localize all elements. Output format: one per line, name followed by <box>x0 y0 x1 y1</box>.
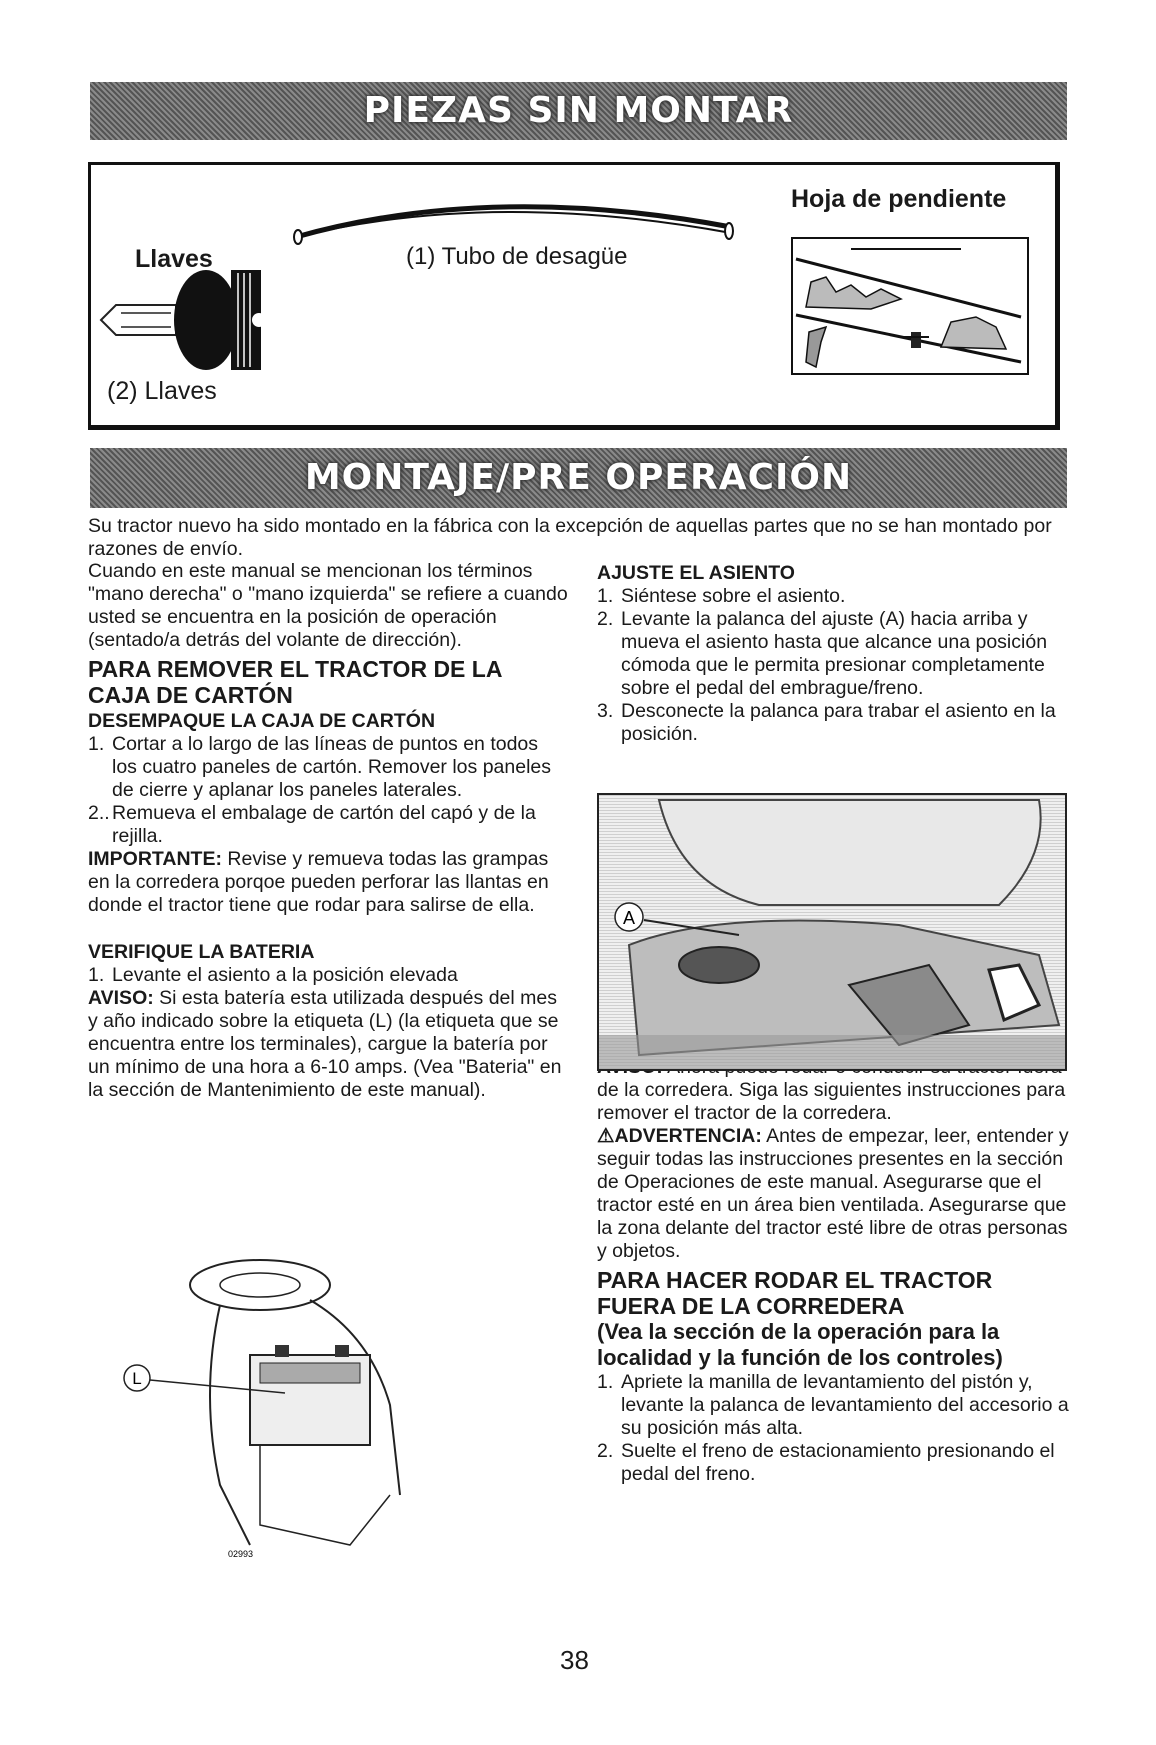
roll-subheading: (Vea la sección de la operación para la localidad y la función de los controles) <box>597 1319 1003 1370</box>
banner-piezas: PIEZAS SIN MONTAR <box>90 82 1067 140</box>
figure-code: 02993 <box>228 1549 254 1559</box>
keys-title: Llaves <box>135 245 213 273</box>
seat-heading: AJUSTE EL ASIENTO <box>597 562 795 584</box>
seat-callout-label: A <box>622 908 636 928</box>
list-item: 1. Siéntese sobre el asiento. <box>597 585 846 607</box>
remove-tractor-heading: PARA REMOVER EL TRACTOR DE LA CAJA DE CARTÓN <box>88 656 502 708</box>
slope-chart-image <box>791 237 1031 377</box>
battery-illustration <box>110 1245 430 1565</box>
battery-heading: VERIFIQUE LA BATERIA <box>88 941 315 963</box>
unpack-heading: DESEMPAQUE LA CAJA DE CARTÓN <box>88 710 436 732</box>
banner-montaje: MONTAJE/PRE OPERACIÓN <box>90 448 1067 508</box>
warning-note: ⚠ADVERTENCIA: Antes de empezar, leer, entender y seguir todas las instrucciones presentes en la sección de Operaciones de este manual. Asegurarse que el tractor esté en un área bien ventilada. Asegurarse que la zona delante del tractor esté libre de otras personas y objetos. <box>597 1125 1069 1262</box>
roll-tractor-heading: PARA HACER RODAR EL TRACTOR FUERA DE LA CORREDERA <box>597 1267 993 1319</box>
intro-paragraph: Su tractor nuevo ha sido montado en la fábrica con la excepción de aquellas partes que no se han montado por razones de envío. <box>88 515 1052 560</box>
key-icon <box>91 265 291 375</box>
list-item: 1. Levante el asiento a la posición elevada <box>88 964 458 986</box>
seat-adjust-photo <box>597 793 1067 1071</box>
hands-paragraph: Cuando en este manual se mencionan los términos "mano derecha" o "mano izquierda" se refiere a cuando usted se encuentra en la posición de operación (sentado/a detrás del volante de dirección). <box>88 560 568 651</box>
unassembled-parts-box <box>88 162 1060 430</box>
slope-sheet-title: Hoja de pendiente <box>791 185 1007 213</box>
roll-aviso: de la corredera. Siga las siguientes instrucciones para remover el tractor de la corredera. <box>597 1079 1066 1124</box>
keys-caption: (2) Llaves <box>107 377 217 405</box>
page-number: 38 <box>560 1645 589 1675</box>
battery-callout-label: L <box>132 1369 142 1388</box>
drain-tube-caption: (1) Tubo de desagüe <box>406 243 628 270</box>
list-item: 1. Apriete la manilla de levantamiento del pistón y, levante la palanca de levantamiento del accesorio a su posición más alta. <box>597 1371 1069 1439</box>
left-column <box>88 560 568 1102</box>
list-item: 2. Suelte el freno de estacionamiento presionando el pedal del freno. <box>597 1440 1055 1485</box>
list-item: 2. Levante la palanca del ajuste (A) hacia arriba y mueva el asiento hasta que alcance una posición cómoda que le permita presionar completamente sobre el pedal del embrague/freno. <box>597 608 1048 699</box>
important-note: IMPORTANTE: Revise y remueva todas las grampas en la corredera porqoe pueden perforar las llantas en donde el tractor tiene que rodar para salirse de ella. <box>88 848 549 916</box>
list-item: 2.. Remueva el embalage de cartón del capó y de la rejilla. <box>88 802 536 847</box>
battery-aviso: AVISO: Si esta batería esta utilizada después del mes y año indicado sobre la etiqueta (L) (la etiqueta que se encuentra entre los terminales), cargue la batería por un mínimo de una hora a 6-10 amps. (Vea "Bateria" en la sección de Mantenimiento de este manual). <box>88 987 562 1101</box>
list-item: 1. Cortar a lo largo de las líneas de puntos en todos los cuatro paneles de cartón. Remover los paneles de cierre y aplanar los paneles laterales. <box>88 733 551 801</box>
drain-tube-icon <box>291 187 741 247</box>
list-item: 3. Desconecte la palanca para trabar el asiento en la posición. <box>597 700 1056 745</box>
warning-icon: ⚠ <box>597 1125 615 1147</box>
